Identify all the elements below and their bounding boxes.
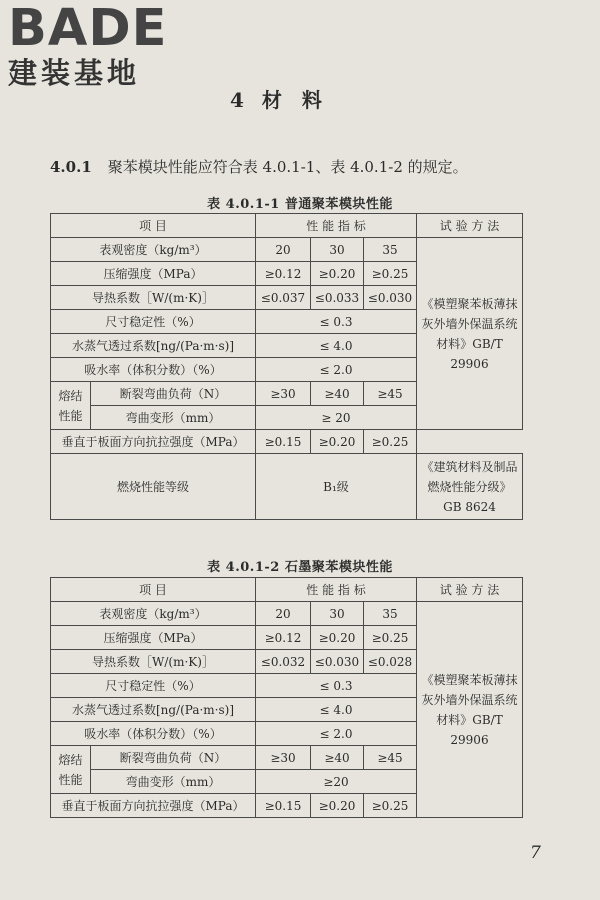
row-label: 压缩强度（MPa） [51, 626, 256, 650]
header-perf: 性 能 指 标 [256, 578, 417, 602]
table-cell: ≥0.15 [256, 430, 311, 454]
table-cell: ≤ 4.0 [256, 334, 417, 358]
table-cell: ≥45 [364, 382, 417, 406]
table-cell: ≥0.12 [256, 262, 311, 286]
table-cell: ≤0.033 [311, 286, 364, 310]
method-cell: 《建筑材料及制品燃烧性能分级》GB 8624 [417, 454, 523, 520]
table-cell: ≥0.25 [364, 794, 417, 818]
row-label: 断裂弯曲负荷（N） [91, 746, 256, 770]
table-cell: ≤0.030 [311, 650, 364, 674]
row-label: 断裂弯曲负荷（N） [91, 382, 256, 406]
table2-caption: 表 4.0.1-2 石墨聚苯模块性能 [207, 560, 393, 575]
table-row [51, 602, 523, 626]
table-cell: ≤0.037 [256, 286, 311, 310]
table-cell: ≤0.032 [256, 650, 311, 674]
table-row [51, 214, 523, 238]
header-method: 试 验 方 法 [417, 214, 523, 238]
row-label: 垂直于板面方向抗拉强度（MPa） [51, 794, 256, 818]
row-label: 导热系数［W/(m·K)］ [51, 286, 256, 310]
header-method: 试 验 方 法 [417, 578, 523, 602]
row-label: 水蒸气透过系数[ng/(Pa·m·s)] [51, 334, 256, 358]
row-label: 弯曲变形（mm） [91, 770, 256, 794]
table-cell: ≥20 [256, 770, 417, 794]
table-cell: ≥40 [311, 382, 364, 406]
table-cell: ≤0.030 [364, 286, 417, 310]
row-label: 尺寸稳定性（%） [51, 674, 256, 698]
table-cell: ≥ 20 [256, 406, 417, 430]
logo [8, 0, 178, 88]
method-cell: 《模塑聚苯板薄抹灰外墙外保温系统材料》GB/T 29906 [417, 602, 523, 818]
table-cell: ≥0.20 [311, 626, 364, 650]
table-row [51, 238, 523, 262]
row-label: 表观密度（kg/m³） [51, 238, 256, 262]
header-item: 项 目 [51, 214, 256, 238]
clause-paragraph [50, 156, 468, 177]
table-cell: ≥30 [256, 746, 311, 770]
chapter-number: 4 [230, 88, 246, 112]
row-label: 燃烧性能等级 [51, 454, 256, 520]
table-cell: ≤ 0.3 [256, 310, 417, 334]
table-row [51, 578, 523, 602]
table-cell: ≥0.12 [256, 626, 311, 650]
table-cell: 20 [256, 238, 311, 262]
table1-caption: 表 4.0.1-1 普通聚苯模块性能 [207, 197, 393, 212]
group-label: 熔结性能 [51, 746, 91, 794]
table-cell: 30 [311, 238, 364, 262]
table-cell: ≤0.028 [364, 650, 417, 674]
table-cell: ≥0.15 [256, 794, 311, 818]
row-label: 水蒸气透过系数[ng/(Pa·m·s)] [51, 698, 256, 722]
method-cell: 《模塑聚苯板薄抹灰外墙外保温系统材料》GB/T 29906 [417, 238, 523, 430]
chapter-heading [230, 84, 340, 113]
group-label: 熔结性能 [51, 382, 91, 430]
table-cell: B₁级 [256, 454, 417, 520]
table2 [50, 577, 523, 818]
chapter-title: 材 料 [261, 88, 324, 112]
page-number: 7 [530, 843, 541, 863]
table-cell: ≤ 2.0 [256, 358, 417, 382]
table-cell: ≥0.20 [311, 794, 364, 818]
table-row [51, 454, 523, 520]
logo-text: BADE [8, 0, 168, 58]
table-cell: 30 [311, 602, 364, 626]
table-cell: ≥0.25 [364, 262, 417, 286]
clause-number: 4.0.1 [50, 158, 92, 176]
header-item: 项 目 [51, 578, 256, 602]
table-row [51, 430, 523, 454]
table-cell: 35 [364, 238, 417, 262]
logo-subtext: 建装基地 [8, 56, 141, 90]
row-label: 尺寸稳定性（%） [51, 310, 256, 334]
table-cell: ≥0.20 [311, 262, 364, 286]
row-label: 压缩强度（MPa） [51, 262, 256, 286]
table-cell: 35 [364, 602, 417, 626]
table-cell: ≥0.20 [311, 430, 364, 454]
row-label: 表观密度（kg/m³） [51, 602, 256, 626]
table-cell: ≤ 4.0 [256, 698, 417, 722]
row-label: 导热系数［W/(m·K)］ [51, 650, 256, 674]
table-cell: ≥0.25 [364, 626, 417, 650]
table-cell: 20 [256, 602, 311, 626]
table-cell: ≤ 2.0 [256, 722, 417, 746]
clause-text: 聚苯模块性能应符合表 4.0.1-1、表 4.0.1-2 的规定。 [107, 158, 468, 176]
table1 [50, 213, 523, 520]
table-cell: ≤ 0.3 [256, 674, 417, 698]
table-cell: ≥0.25 [364, 430, 417, 454]
row-label: 垂直于板面方向抗拉强度（MPa） [51, 430, 256, 454]
table-cell: ≥30 [256, 382, 311, 406]
table-cell: ≥40 [311, 746, 364, 770]
row-label: 吸水率（体积分数）（%） [51, 722, 256, 746]
row-label: 弯曲变形（mm） [91, 406, 256, 430]
header-perf: 性 能 指 标 [256, 214, 417, 238]
row-label: 吸水率（体积分数）（%） [51, 358, 256, 382]
table-cell: ≥45 [364, 746, 417, 770]
